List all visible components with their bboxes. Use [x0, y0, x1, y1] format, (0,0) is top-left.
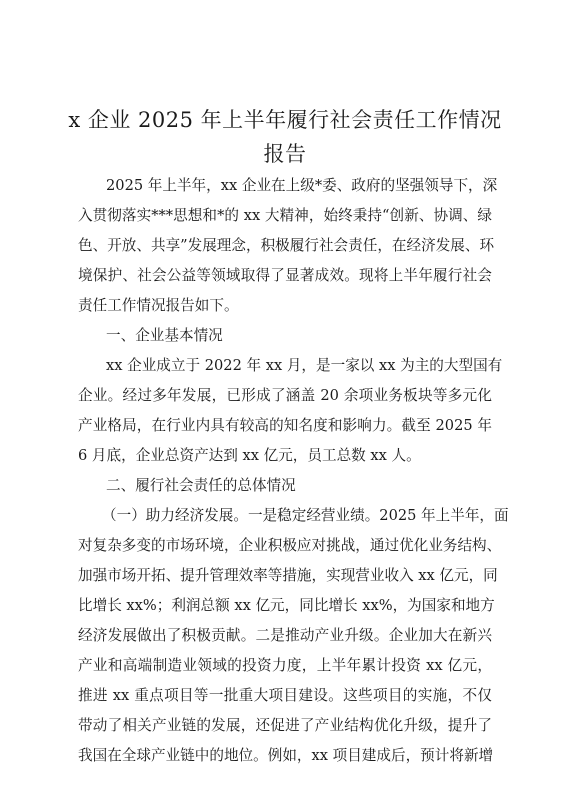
section1-line-1: xx 企业成立于 2022 年 xx 月，是一家以 xx 为主的大型国有 [106, 357, 503, 374]
section2-line-8: 带动了相关产业链的发展，还促进了产业结构优化升级，提升了 [78, 717, 492, 734]
section2-line-2: 对复杂多变的市场环境，企业积极应对挑战，通过优化业务结构、 [78, 537, 502, 554]
section2-line-4: 比增长 xx%；利润总额 xx 亿元，同比增长 xx%，为国家和地方 [78, 597, 495, 614]
section1-line-4: 6 月底，企业总资产达到 xx 亿元，员工总数 xx 人。 [78, 447, 421, 464]
section-heading-basic-info: 一、企业基本情况 [106, 327, 223, 344]
document-title: x 企业 2025 年上半年履行社会责任工作情况 [68, 108, 502, 132]
section2-line-3: 加强市场开拓、提升管理效率等措施，实现营业收入 xx 亿元，同 [78, 567, 498, 584]
section1-line-2: 企业。经过多年发展，已形成了涵盖 20 余项业务板块等多元化 [78, 387, 492, 404]
intro-line-5: 责任工作情况报告如下。 [78, 297, 239, 314]
section2-line-7: 推进 xx 重点项目等一批重大项目建设。这些项目的实施，不仅 [78, 687, 492, 704]
section1-line-3: 产业格局，在行业内具有较高的知名度和影响力。截至 2025 年 [78, 417, 492, 434]
section2-line-6: 产业和高端制造业领域的投资力度，上半年累计投资 xx 亿元， [78, 657, 492, 674]
intro-line-1: 2025 年上半年，xx 企业在上级*委、政府的坚强领导下，深 [106, 177, 498, 194]
document-title-continuation: 报告 [263, 142, 307, 166]
section2-line-5: 经济发展做出了积极贡献。二是推动产业升级。企业加大在新兴 [78, 627, 492, 644]
section-heading-overall: 二、履行社会责任的总体情况 [106, 477, 296, 494]
intro-line-2: 入贯彻落实***思想和*的 xx 大精神，始终秉持“创新、协调、绿 [78, 207, 492, 224]
section2-line-9: 我国在全球产业链中的地位。例如，xx 项目建成后，预计将新增 [78, 747, 494, 764]
section2-line-1: （一）助力经济发展。一是稳定经营业绩。2025 年上半年，面 [102, 507, 509, 524]
intro-line-3: 色、开放、共享”发展理念，积极履行社会责任，在经济发展、环 [78, 237, 495, 254]
intro-line-4: 境保护、社会公益等领域取得了显著成效。现将上半年履行社会 [78, 267, 492, 284]
